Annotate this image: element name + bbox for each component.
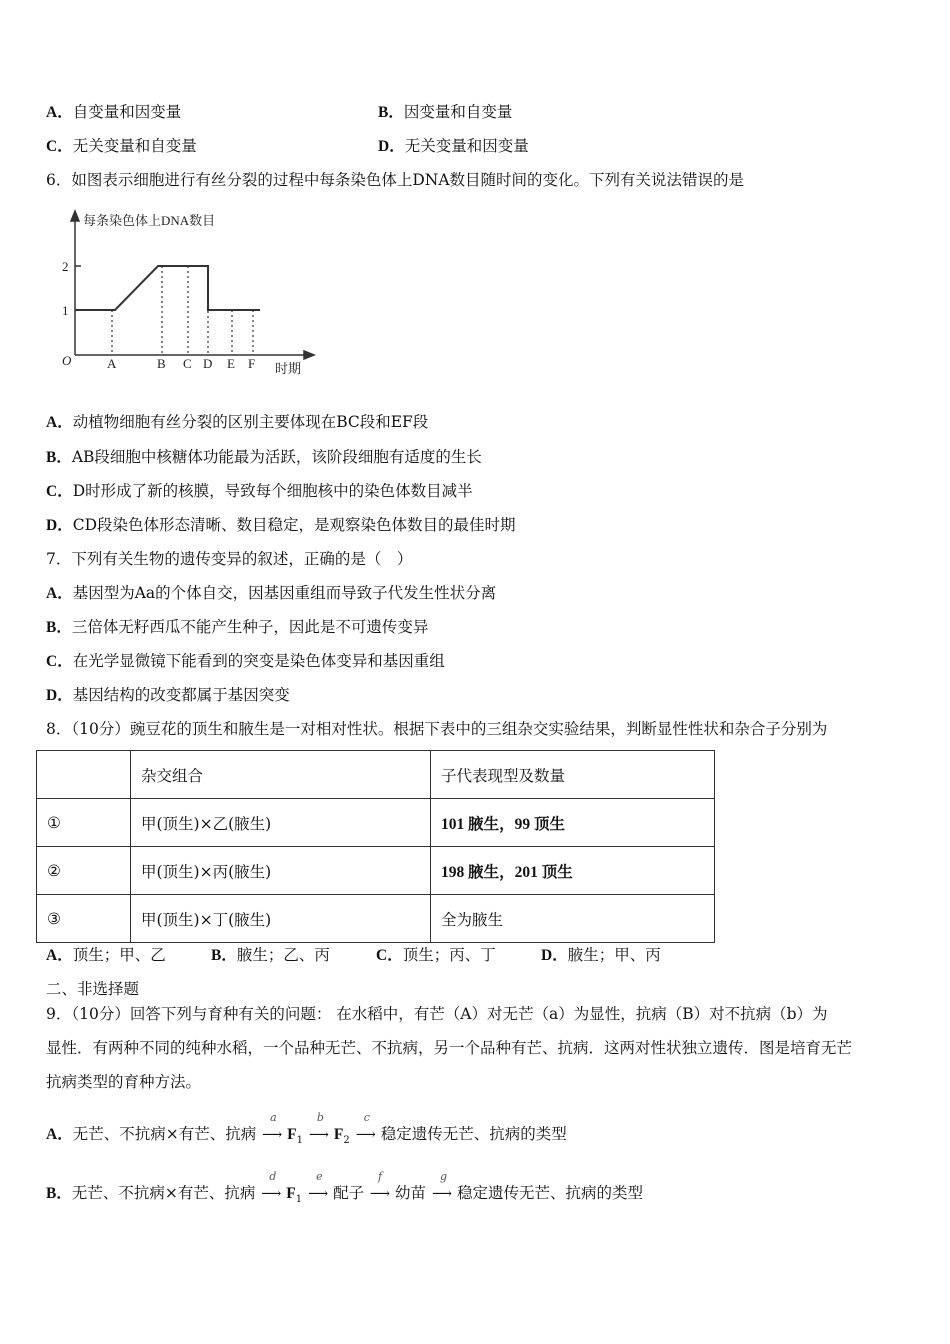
q9-line-2: 显性．有两种不同的纯种水稻，一个品种无芒、不抗病，另一个品种有芒、抗病．这两对性状独立遗传．图是培育无芒 xyxy=(46,1039,853,1057)
q9-line-1: 9．（10分）回答下列与育种有关的问题： 在水稻中，有芒（A）对无芒（a）为显性，抗病（B）对不抗病（b）为 xyxy=(46,1005,828,1023)
q7-option-c: C．在光学显微镜下能看到的突变是染色体变异和基因重组 xyxy=(46,652,445,670)
table-header-row xyxy=(37,751,715,799)
table-row xyxy=(37,799,715,847)
section-heading: 二、非选择题 xyxy=(46,980,140,998)
table-row xyxy=(37,847,715,895)
y-axis-arrow xyxy=(71,211,79,221)
dna-chart xyxy=(50,205,320,385)
q6-stem: 6．如图表示细胞进行有丝分裂的过程中每条染色体上DNA数目随时间的变化。下列有关说法错误的是 xyxy=(46,171,745,189)
q7-option-a: A．基因型为Aa的个体自交，因基因重组而导致子代发生性状分离 xyxy=(46,584,497,602)
y-tick-label: 2 xyxy=(62,259,69,274)
cross-table xyxy=(36,750,715,943)
arrow-icon: a ⟶ xyxy=(262,1111,283,1143)
q9-path-b: B．无芒、不抗病×有芒、抗病 d ⟶ $F_1$ e ⟶ 配子 f ⟶ 幼苗 g ⟶ 稳定遗传无芒、抗病的类型 xyxy=(46,1170,643,1206)
q9-path-a: A．无芒、不抗病×有芒、抗病 a ⟶ $F_1$ b ⟶ $F_2$ c ⟶ 稳定遗传无芒、抗病的类型 xyxy=(46,1111,567,1147)
dna-line xyxy=(75,266,260,310)
arrow-icon: f ⟶ xyxy=(370,1170,391,1202)
q7-option-d: D．基因结构的改变都属于基因突变 xyxy=(46,686,290,704)
q9-line-3: 抗病类型的育种方法。 xyxy=(46,1073,202,1091)
table-cell: 甲(顶生)×乙(腋生) xyxy=(131,799,431,847)
arrow-icon: d ⟶ xyxy=(261,1170,282,1202)
table-cell: 101 腋生，99 顶生 xyxy=(431,799,715,847)
table-header: 子代表现型及数量 xyxy=(431,751,715,799)
table-cell: 甲(顶生)×丙(腋生) xyxy=(131,847,431,895)
origin-label: O xyxy=(62,353,72,368)
x-tick-label: E xyxy=(227,356,235,371)
table-cell: 甲(顶生)×丁(腋生) xyxy=(131,895,431,943)
table-row xyxy=(37,895,715,943)
q5-option-a: A．自变量和因变量 xyxy=(46,103,182,121)
arrow-icon: b ⟶ xyxy=(308,1111,329,1143)
x-tick-label: D xyxy=(203,356,213,371)
x-axis-arrow xyxy=(304,351,314,359)
q5-option-d: D．无关变量和因变量 xyxy=(378,137,529,155)
q8-stem: 8．（10分）豌豆花的顶生和腋生是一对相对性状。根据下表中的三组杂交实验结果，判断显性性状和杂合子分别为 xyxy=(46,720,828,738)
y-label: 每条染色体上DNA数目 xyxy=(83,213,216,228)
arrow-icon: c ⟶ xyxy=(355,1111,376,1143)
x-label: 时期 xyxy=(275,361,302,376)
q8-option-d: D．腋生；甲、丙 xyxy=(541,946,661,964)
table-cell: ① xyxy=(37,799,131,847)
x-tick-label: B xyxy=(157,356,166,371)
q6-option-d: D．CD段染色体形态清晰、数目稳定，是观察染色体数目的最佳时期 xyxy=(46,516,516,534)
q5-option-c: C．无关变量和自变量 xyxy=(46,137,197,155)
q8-option-b: B．腋生；乙、丙 xyxy=(211,946,330,964)
arrow-icon: e ⟶ xyxy=(308,1170,329,1202)
q8-option-a: A．顶生；甲、乙 xyxy=(46,946,166,964)
table-cell: 198 腋生，201 顶生 xyxy=(431,847,715,895)
arrow-icon: g ⟶ xyxy=(431,1170,453,1202)
table-cell: 全为腋生 xyxy=(431,895,715,943)
x-tick-label: A xyxy=(107,356,117,371)
table-cell: ② xyxy=(37,847,131,895)
x-tick-label: F xyxy=(248,356,256,371)
table-header xyxy=(37,751,131,799)
table-cell: ③ xyxy=(37,895,131,943)
y-tick-label: 1 xyxy=(62,303,69,318)
q8-option-c: C．顶生；丙、丁 xyxy=(376,946,496,964)
q6-option-c: C．D时形成了新的核膜，导致每个细胞核中的染色体数目减半 xyxy=(46,482,473,500)
q6-option-b: B．AB段细胞中核糖体功能最为活跃，该阶段细胞有适度的生长 xyxy=(46,448,482,466)
table-header: 杂交组合 xyxy=(131,751,431,799)
x-tick-label: C xyxy=(183,356,192,371)
q7-option-b: B．三倍体无籽西瓜不能产生种子，因此是不可遗传变异 xyxy=(46,618,429,636)
q6-option-a: A．动植物细胞有丝分裂的区别主要体现在BC段和EF段 xyxy=(46,413,429,431)
q5-option-b: B．因变量和自变量 xyxy=(378,103,513,121)
q7-stem: 7．下列有关生物的遗传变异的叙述，正确的是（ ） xyxy=(46,550,413,568)
